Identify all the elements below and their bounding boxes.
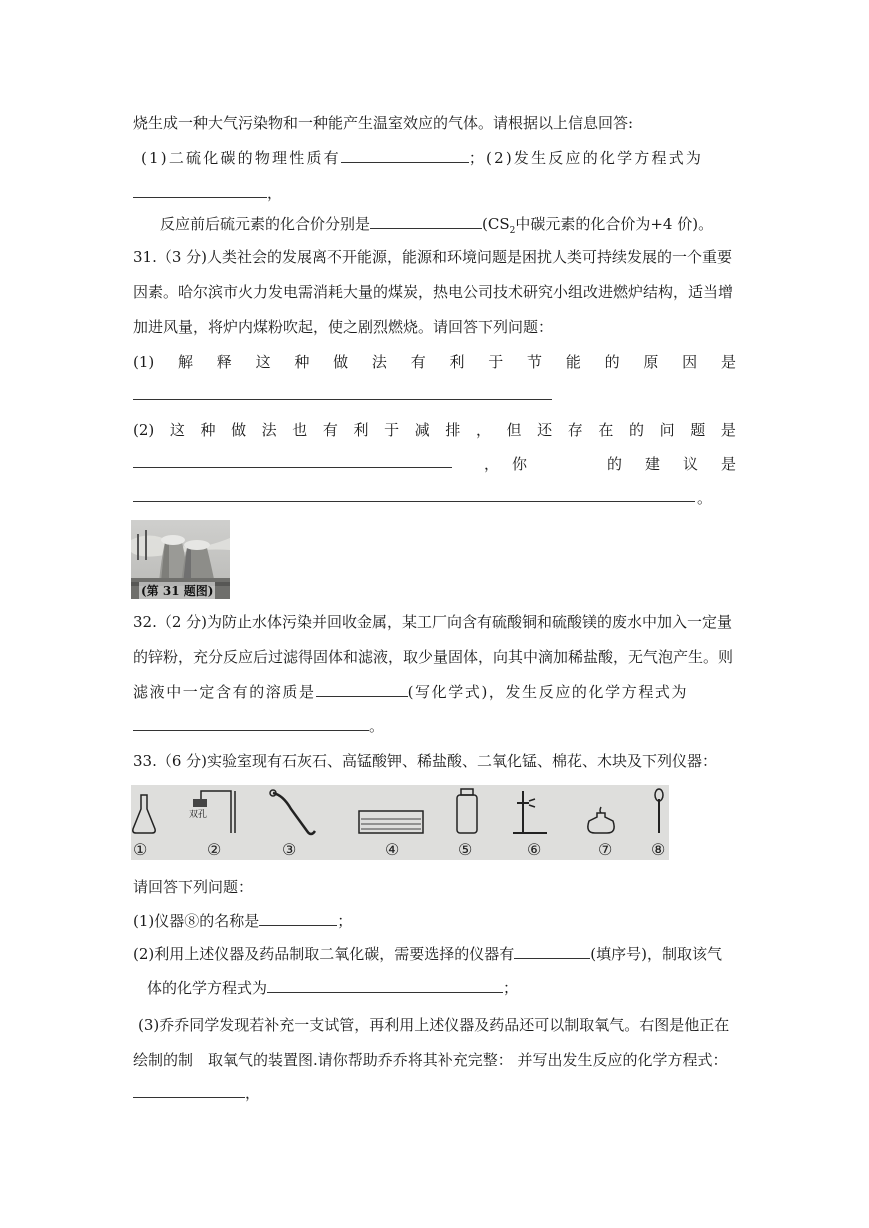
q31-line2: 因素。哈尔滨市火力发电需消耗大量的煤炭，热电公司技术研究小组改进燃炉结构，适当增	[133, 283, 734, 301]
q32-line2: 的锌粉，充分反应后过滤得固体和滤液，取少量固体，向其中滴加稀盐酸，无气泡产生。则	[133, 648, 734, 666]
q31-sub2-char: 问	[659, 421, 675, 439]
q31-sub2-char: 排	[445, 421, 461, 439]
q31-sub2-char: 这	[169, 421, 185, 439]
q33-ask: 请回答下列问题：	[133, 878, 254, 896]
p1-line4-prefix: 反应前后硫元素的化合价分别是	[160, 215, 371, 233]
q31-blank-energy-saving-reason[interactable]	[133, 399, 552, 400]
q33-s3-line1: (3)乔乔同学发现若补充一支试管，再利用上述仪器及药品还可以制取氧气。右图是他正在	[138, 1016, 730, 1034]
q31-sub1-char: 法	[371, 353, 387, 371]
apparatus-label-3: ③	[282, 840, 297, 859]
q31-sub2-char: ，	[475, 421, 491, 439]
q31-sub2-char: 题	[690, 421, 706, 439]
q31-sub2-char: 是	[720, 421, 736, 439]
q32-blank-solute[interactable]	[316, 682, 408, 697]
q31-sub1-char: 利	[449, 353, 465, 371]
p1-line4	[160, 214, 713, 241]
q31-sub1-char: 的	[604, 353, 620, 371]
q31-jianyi-char: 是	[720, 455, 736, 473]
q31-sub2-char: 也	[292, 421, 308, 439]
q33-stopper-label: 双孔	[189, 810, 208, 820]
q31-sub2-char: 但	[506, 421, 522, 439]
q33-apparatus-figure	[131, 785, 669, 860]
p1-cs2-b: 中碳元素的化合价为+4 价)。	[515, 215, 714, 233]
q31-sub1-char: 解	[178, 353, 194, 371]
q32-line3	[133, 682, 688, 702]
q33-s1	[133, 911, 352, 931]
q31-comma: ，	[484, 455, 500, 473]
p1-q1-mid: ；(2)发生反应的化学方程式为	[468, 149, 704, 167]
q31-sub1-char: 做	[333, 353, 349, 371]
q33-blank-instrument-name[interactable]	[259, 911, 337, 926]
q31-sub1-char: 于	[488, 353, 504, 371]
apparatus-label-6: ⑥	[527, 840, 542, 859]
q31-sub2-char: 存	[567, 421, 583, 439]
q31-sub2-char: 法	[261, 421, 277, 439]
q31-sub1-char: 因	[682, 353, 698, 371]
q33-s2b-prefix: 体的化学方程式为	[147, 979, 268, 997]
q31-line3: 加进风量，将炉内煤粉吹起，使之剧烈燃烧。请回答下列问题：	[133, 318, 554, 336]
q31-sub2-char: 有	[322, 421, 338, 439]
q31-jianyi-char: 建	[644, 455, 660, 473]
q31-sub2-char: 的	[628, 421, 644, 439]
q31-cooling-tower-photo	[131, 520, 230, 599]
q31-jianyi-char: 议	[682, 455, 698, 473]
q33-s3-line2: 绘制的制 取氧气的装置图.请你帮助乔乔将其补充完整： 并写出发生反应的化学方程式：	[133, 1051, 728, 1069]
q31-sub2-char: 还	[537, 421, 553, 439]
q31-sub1-char: 释	[216, 353, 232, 371]
q31-sub2-char: 种	[200, 421, 216, 439]
q31-sub1-char: 是	[720, 353, 736, 371]
q31-sub1-char: 有	[410, 353, 426, 371]
apparatus-label-7: ⑦	[598, 840, 613, 859]
q31-sub1-char: 种	[294, 353, 310, 371]
p1-q2-line	[133, 183, 282, 203]
q33-s1-prefix: (1)仪器⑧的名称是	[133, 912, 260, 930]
q33-s3-line3	[133, 1083, 260, 1103]
p1-cs2-sub: 2	[509, 226, 516, 236]
q33-blank-instrument-numbers[interactable]	[514, 944, 590, 959]
q31-line1: 31.（3 分)人类社会的发展离不开能源，能源和环境问题是困扰人类可持续发展的一个重要	[133, 248, 733, 266]
q32-line3-suffix: (写化学式)，发生反应的化学方程式为	[407, 683, 689, 701]
p1-blank-valence[interactable]	[370, 214, 482, 229]
apparatus-label-5: ⑤	[458, 840, 473, 859]
q31-blank-existing-problem[interactable]	[133, 467, 452, 468]
q33-s2-prefix: (2)利用上述仪器及药品制取二氧化碳，需要选择的仪器有	[133, 945, 515, 963]
q33-s2b-suffix: ；	[503, 979, 519, 997]
q31-you: 你	[512, 455, 528, 473]
p1-blank-physical-properties[interactable]	[341, 148, 469, 163]
q33-blank-co2-equation[interactable]	[267, 978, 503, 993]
apparatus-label-4: ④	[385, 840, 400, 859]
q33-line1: 33.（6 分)实验室现有石灰石、高锰酸钾、稀盐酸、二氧化锰、棉花、木块及下列仪器：	[133, 752, 718, 770]
p1-cs2-a: (CS	[482, 215, 510, 233]
q32-line4	[133, 716, 384, 736]
q31-end-period: 。	[697, 489, 713, 507]
q31-sub1-char: 节	[527, 353, 543, 371]
p1-blank-equation[interactable]	[133, 183, 267, 198]
q31-sub2-char: 减	[414, 421, 430, 439]
q31-sub2-char: 做	[231, 421, 247, 439]
apparatus-label-8: ⑧	[651, 840, 666, 859]
p1-q1-line	[141, 148, 703, 168]
q33-s2b	[147, 978, 518, 998]
p1-line1: 烧生成一种大气污染物和一种能产生温室效应的气体。请根据以上信息回答:	[133, 114, 634, 132]
q31-sub1-char: 原	[643, 353, 659, 371]
q31-jianyi-char: 的	[607, 455, 623, 473]
q33-s3-end: ，	[245, 1084, 261, 1102]
q31-de-jianyi	[607, 454, 736, 474]
q33-s2	[133, 944, 722, 964]
q31-sub1-char: 能	[565, 353, 581, 371]
q31-sub2-char: 利	[353, 421, 369, 439]
q32-blank-equation[interactable]	[133, 716, 369, 731]
q31-sub2-char: 在	[598, 421, 614, 439]
q32-line4-end: 。	[369, 717, 385, 735]
q31-sub1-char: 这	[255, 353, 271, 371]
q33-s2-suffix: (填序号)，制取该气	[590, 945, 722, 963]
p1-q1-prefix: (1)二硫化碳的物理性质有	[141, 149, 341, 167]
q32-line3-prefix: 滤液中一定含有的溶质是	[133, 683, 316, 701]
q31-sub2-char: 于	[384, 421, 400, 439]
q31-blank-suggestion[interactable]	[133, 501, 695, 502]
apparatus-label-1: ①	[133, 840, 148, 859]
q31-figure-caption: (第 31 题图)	[141, 584, 214, 598]
p1-q2-end: ，	[267, 184, 283, 202]
apparatus-label-2: ②	[207, 840, 222, 859]
q31-sub2	[133, 420, 736, 440]
q31-sub1-char: (1)	[133, 353, 155, 371]
q32-line1: 32.（2 分)为防止水体污染并回收金属，某工厂向含有硫酸铜和硫酸镁的废水中加入一定量	[133, 613, 733, 631]
q31-sub1	[133, 352, 736, 372]
q33-blank-o2-equation[interactable]	[133, 1083, 245, 1098]
q33-s1-suffix: ；	[337, 912, 353, 930]
q31-sub2-char: (2)	[133, 421, 155, 439]
